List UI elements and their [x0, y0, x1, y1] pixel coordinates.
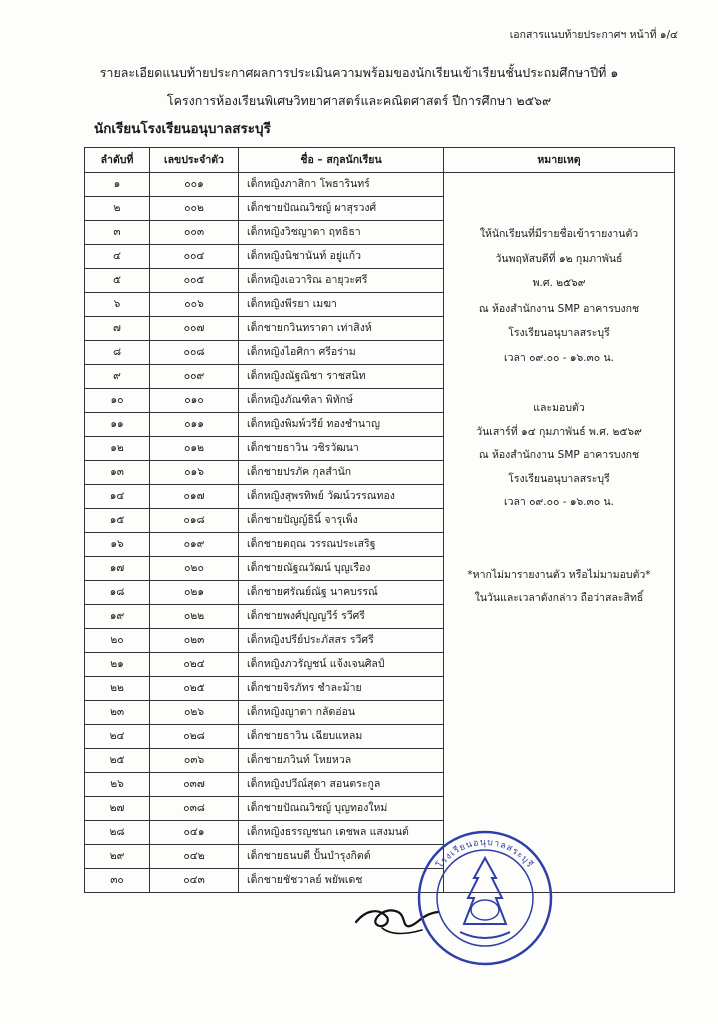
- row-order: ๑๘: [85, 581, 150, 605]
- row-order: ๒๓: [85, 701, 150, 725]
- row-student-id: ๐๐๖: [150, 293, 239, 317]
- row-student-id: ๐๒๖: [150, 701, 239, 725]
- row-student-name: เด็กชายธนบดี ปั้นบำรุงกิตต์: [239, 845, 444, 869]
- document-title-line-2: โครงการห้องเรียนพิเศษวิทยาศาสตร์และคณิตศาสตร์ ปีการศึกษา ๒๕๖๙: [166, 93, 552, 108]
- row-order: ๖: [85, 293, 150, 317]
- row-order: ๙: [85, 365, 150, 389]
- remarks-line: โรงเรียนอนุบาลสระบุรี: [508, 327, 610, 339]
- row-order: ๒๕: [85, 749, 150, 773]
- row-order: ๒๔: [85, 725, 150, 749]
- row-order: ๒๖: [85, 773, 150, 797]
- row-order: ๒๘: [85, 821, 150, 845]
- row-student-id: ๐๔๓: [150, 869, 239, 893]
- remarks-line: วันพฤหัสบดีที่ ๑๒ กุมภาพันธ์: [495, 253, 623, 265]
- row-student-name: เด็กชายณัฐณวัฒน์ บุญเรือง: [239, 557, 444, 581]
- school-seal: [410, 828, 560, 968]
- svg-text:โรงเรียนอนุบาลสระบุรี: โรงเรียนอนุบาลสระบุรี: [435, 837, 535, 871]
- row-student-id: ๐๐๓: [150, 221, 239, 245]
- row-student-id: ๐๒๔: [150, 653, 239, 677]
- row-student-name: เด็กหญิงภาสิกา โพธารินทร์: [239, 173, 444, 197]
- row-order: ๒: [85, 197, 150, 221]
- row-student-name: เด็กหญิงพีรยา เมฆา: [239, 293, 444, 317]
- row-student-name: เด็กชายตฤณ วรรณประเสริฐ: [239, 533, 444, 557]
- school-heading: นักเรียนโรงเรียนอนุบาลสระบุรี: [94, 121, 271, 137]
- remarks-line: และมอบตัว: [533, 402, 585, 414]
- row-order: ๘: [85, 341, 150, 365]
- row-order: ๑๓: [85, 461, 150, 485]
- row-student-name: เด็กชายภวินท์ โหยหวล: [239, 749, 444, 773]
- row-student-name: เด็กชายชัชวาลย์ พยัพเดช: [239, 869, 444, 893]
- row-order: ๕: [85, 269, 150, 293]
- row-student-id: ๐๑๘: [150, 509, 239, 533]
- row-student-name: เด็กหญิงภวรัญชน์ แจ้งเจนศิลป์: [239, 653, 444, 677]
- row-student-id: ๐๒๘: [150, 725, 239, 749]
- remarks-line: โรงเรียนอนุบาลสระบุรี: [508, 473, 610, 485]
- row-student-id: ๐๑๑: [150, 413, 239, 437]
- row-student-id: ๐๑๖: [150, 461, 239, 485]
- row-student-id: ๐๒๐: [150, 557, 239, 581]
- table-header-row: [85, 148, 675, 173]
- row-student-name: เด็กชายศรัณย์ณัฐ นาคบรรณ์: [239, 581, 444, 605]
- row-student-id: ๐๐๙: [150, 365, 239, 389]
- row-student-name: เด็กชายพงศ์ปุญญวีร์ รวีศรี: [239, 605, 444, 629]
- row-order: ๑๖: [85, 533, 150, 557]
- header-remarks: หมายเหตุ: [444, 148, 675, 173]
- page-reference: เอกสารแนบท้ายประกาศฯ หน้าที่ ๑/๔: [509, 29, 678, 41]
- row-order: ๒๐: [85, 629, 150, 653]
- remarks-cell: [444, 173, 675, 893]
- row-student-id: ๐๑๒: [150, 437, 239, 461]
- row-student-name: เด็กหญิงปรีย์ประภัสสร รวีศรี: [239, 629, 444, 653]
- row-order: ๓๐: [85, 869, 150, 893]
- remarks-line: เวลา ๐๙.๐๐ - ๑๖.๓๐ น.: [504, 352, 614, 364]
- table-body: [85, 173, 675, 893]
- row-student-name: เด็กชายปรภัค กุลสำนัก: [239, 461, 444, 485]
- row-order: ๑: [85, 173, 150, 197]
- row-student-name: เด็กหญิงไอศิกา ศรีอร่าม: [239, 341, 444, 365]
- header-order: ลำดับที่: [85, 148, 150, 173]
- row-student-id: ๐๓๖: [150, 749, 239, 773]
- row-order: ๒๗: [85, 797, 150, 821]
- row-student-name: เด็กชายธาวิน วชิรวัฒนา: [239, 437, 444, 461]
- row-student-name: เด็กหญิงณัฐณิชา ราชสนิท: [239, 365, 444, 389]
- header-student-name: ชื่อ – สกุลนักเรียน: [239, 148, 444, 173]
- row-student-name: เด็กหญิงญาดา กลัดอ่อน: [239, 701, 444, 725]
- row-order: ๓: [85, 221, 150, 245]
- row-order: ๒๑: [85, 653, 150, 677]
- row-student-id: ๐๒๑: [150, 581, 239, 605]
- row-order: ๑๒: [85, 437, 150, 461]
- document-title-line-1: รายละเอียดแนบท้ายประกาศผลการประเมินความพร้อมของนักเรียนเข้าเรียนชั้นประถมศึกษาปีที่ ๑: [99, 65, 619, 80]
- row-order: ๑๕: [85, 509, 150, 533]
- row-student-id: ๐๔๒: [150, 845, 239, 869]
- row-student-id: ๐๐๕: [150, 269, 239, 293]
- row-order: ๔: [85, 245, 150, 269]
- row-student-id: ๐๔๑: [150, 821, 239, 845]
- row-order: ๒๙: [85, 845, 150, 869]
- row-student-id: ๐๓๘: [150, 797, 239, 821]
- row-student-name: เด็กชายธาวิน เฉียบแหลม: [239, 725, 444, 749]
- row-student-id: ๐๑๐: [150, 389, 239, 413]
- row-student-id: ๐๐๗: [150, 317, 239, 341]
- remarks-line: เวลา ๐๙.๐๐ - ๑๖.๓๐ น.: [504, 496, 614, 508]
- remarks-line: วันเสาร์ที่ ๑๔ กุมภาพันธ์ พ.ศ. ๒๕๖๙: [476, 426, 642, 438]
- row-student-id: ๐๑๗: [150, 485, 239, 509]
- row-student-id: ๐๒๒: [150, 605, 239, 629]
- remarks-line: ในวันและเวลาดังกล่าว ถือว่าสละสิทธิ์: [474, 592, 644, 604]
- remarks-line: ณ ห้องสำนักงาน SMP อาคารบงกช: [478, 303, 640, 315]
- row-student-id: ๐๒๕: [150, 677, 239, 701]
- row-student-name: เด็กหญิงวิชญาดา ฤทธิธา: [239, 221, 444, 245]
- row-student-id: ๐๐๔: [150, 245, 239, 269]
- remarks-line: ให้นักเรียนที่มีรายชื่อเข้ารายงานตัว: [479, 228, 639, 240]
- row-student-name: เด็กหญิงเอวาริณ อายุวะศรี: [239, 269, 444, 293]
- row-student-id: ๐๓๗: [150, 773, 239, 797]
- row-student-id: ๐๐๑: [150, 173, 239, 197]
- row-order: ๑๙: [85, 605, 150, 629]
- row-order: ๑๗: [85, 557, 150, 581]
- student-table: [84, 147, 675, 893]
- row-student-name: เด็กหญิงภัณฑิลา พิทักษ์: [239, 389, 444, 413]
- row-student-name: เด็กชายปัณณวิชญ์ บุญทองใหม่: [239, 797, 444, 821]
- row-student-id: ๐๐๘: [150, 341, 239, 365]
- row-student-name: เด็กชายกวินทราดา เท่าสิงห์: [239, 317, 444, 341]
- row-student-name: เด็กหญิงปวีณ์สุดา สอนตระกูล: [239, 773, 444, 797]
- row-order: ๗: [85, 317, 150, 341]
- row-order: ๒๒: [85, 677, 150, 701]
- row-student-name: เด็กหญิงนิชานันท์ อยู่แก้ว: [239, 245, 444, 269]
- row-student-name: เด็กหญิงพิมพ์วรีย์ ทองชำนาญ: [239, 413, 444, 437]
- remarks-line: พ.ศ. ๒๕๖๙: [532, 277, 586, 289]
- row-student-id: ๐๑๙: [150, 533, 239, 557]
- row-student-id: ๐๒๓: [150, 629, 239, 653]
- row-order: ๑๐: [85, 389, 150, 413]
- header-student-id: เลขประจำตัว: [150, 148, 239, 173]
- table-row: [85, 173, 675, 197]
- remarks-line: ณ ห้องสำนักงาน SMP อาคารบงกช: [478, 449, 640, 461]
- row-order: ๑๔: [85, 485, 150, 509]
- row-student-name: เด็กหญิงสุพรทิพย์ วัฒน์วรรณทอง: [239, 485, 444, 509]
- row-student-name: เด็กหญิงธรรญชนก เดชพล แสงมนต์: [239, 821, 444, 845]
- row-student-name: เด็กชายปัณณวิชญ์ ผาสุรวงศ์: [239, 197, 444, 221]
- remarks-line: *หากไม่มารายงานตัว หรือไม่มามอบตัว*: [467, 569, 651, 581]
- row-student-id: ๐๐๒: [150, 197, 239, 221]
- row-student-name: เด็กชายจิรภัทร ชำละม้าย: [239, 677, 444, 701]
- row-student-name: เด็กชายปัญญ์ธินิ์ จารุเพ็ง: [239, 509, 444, 533]
- row-order: ๑๑: [85, 413, 150, 437]
